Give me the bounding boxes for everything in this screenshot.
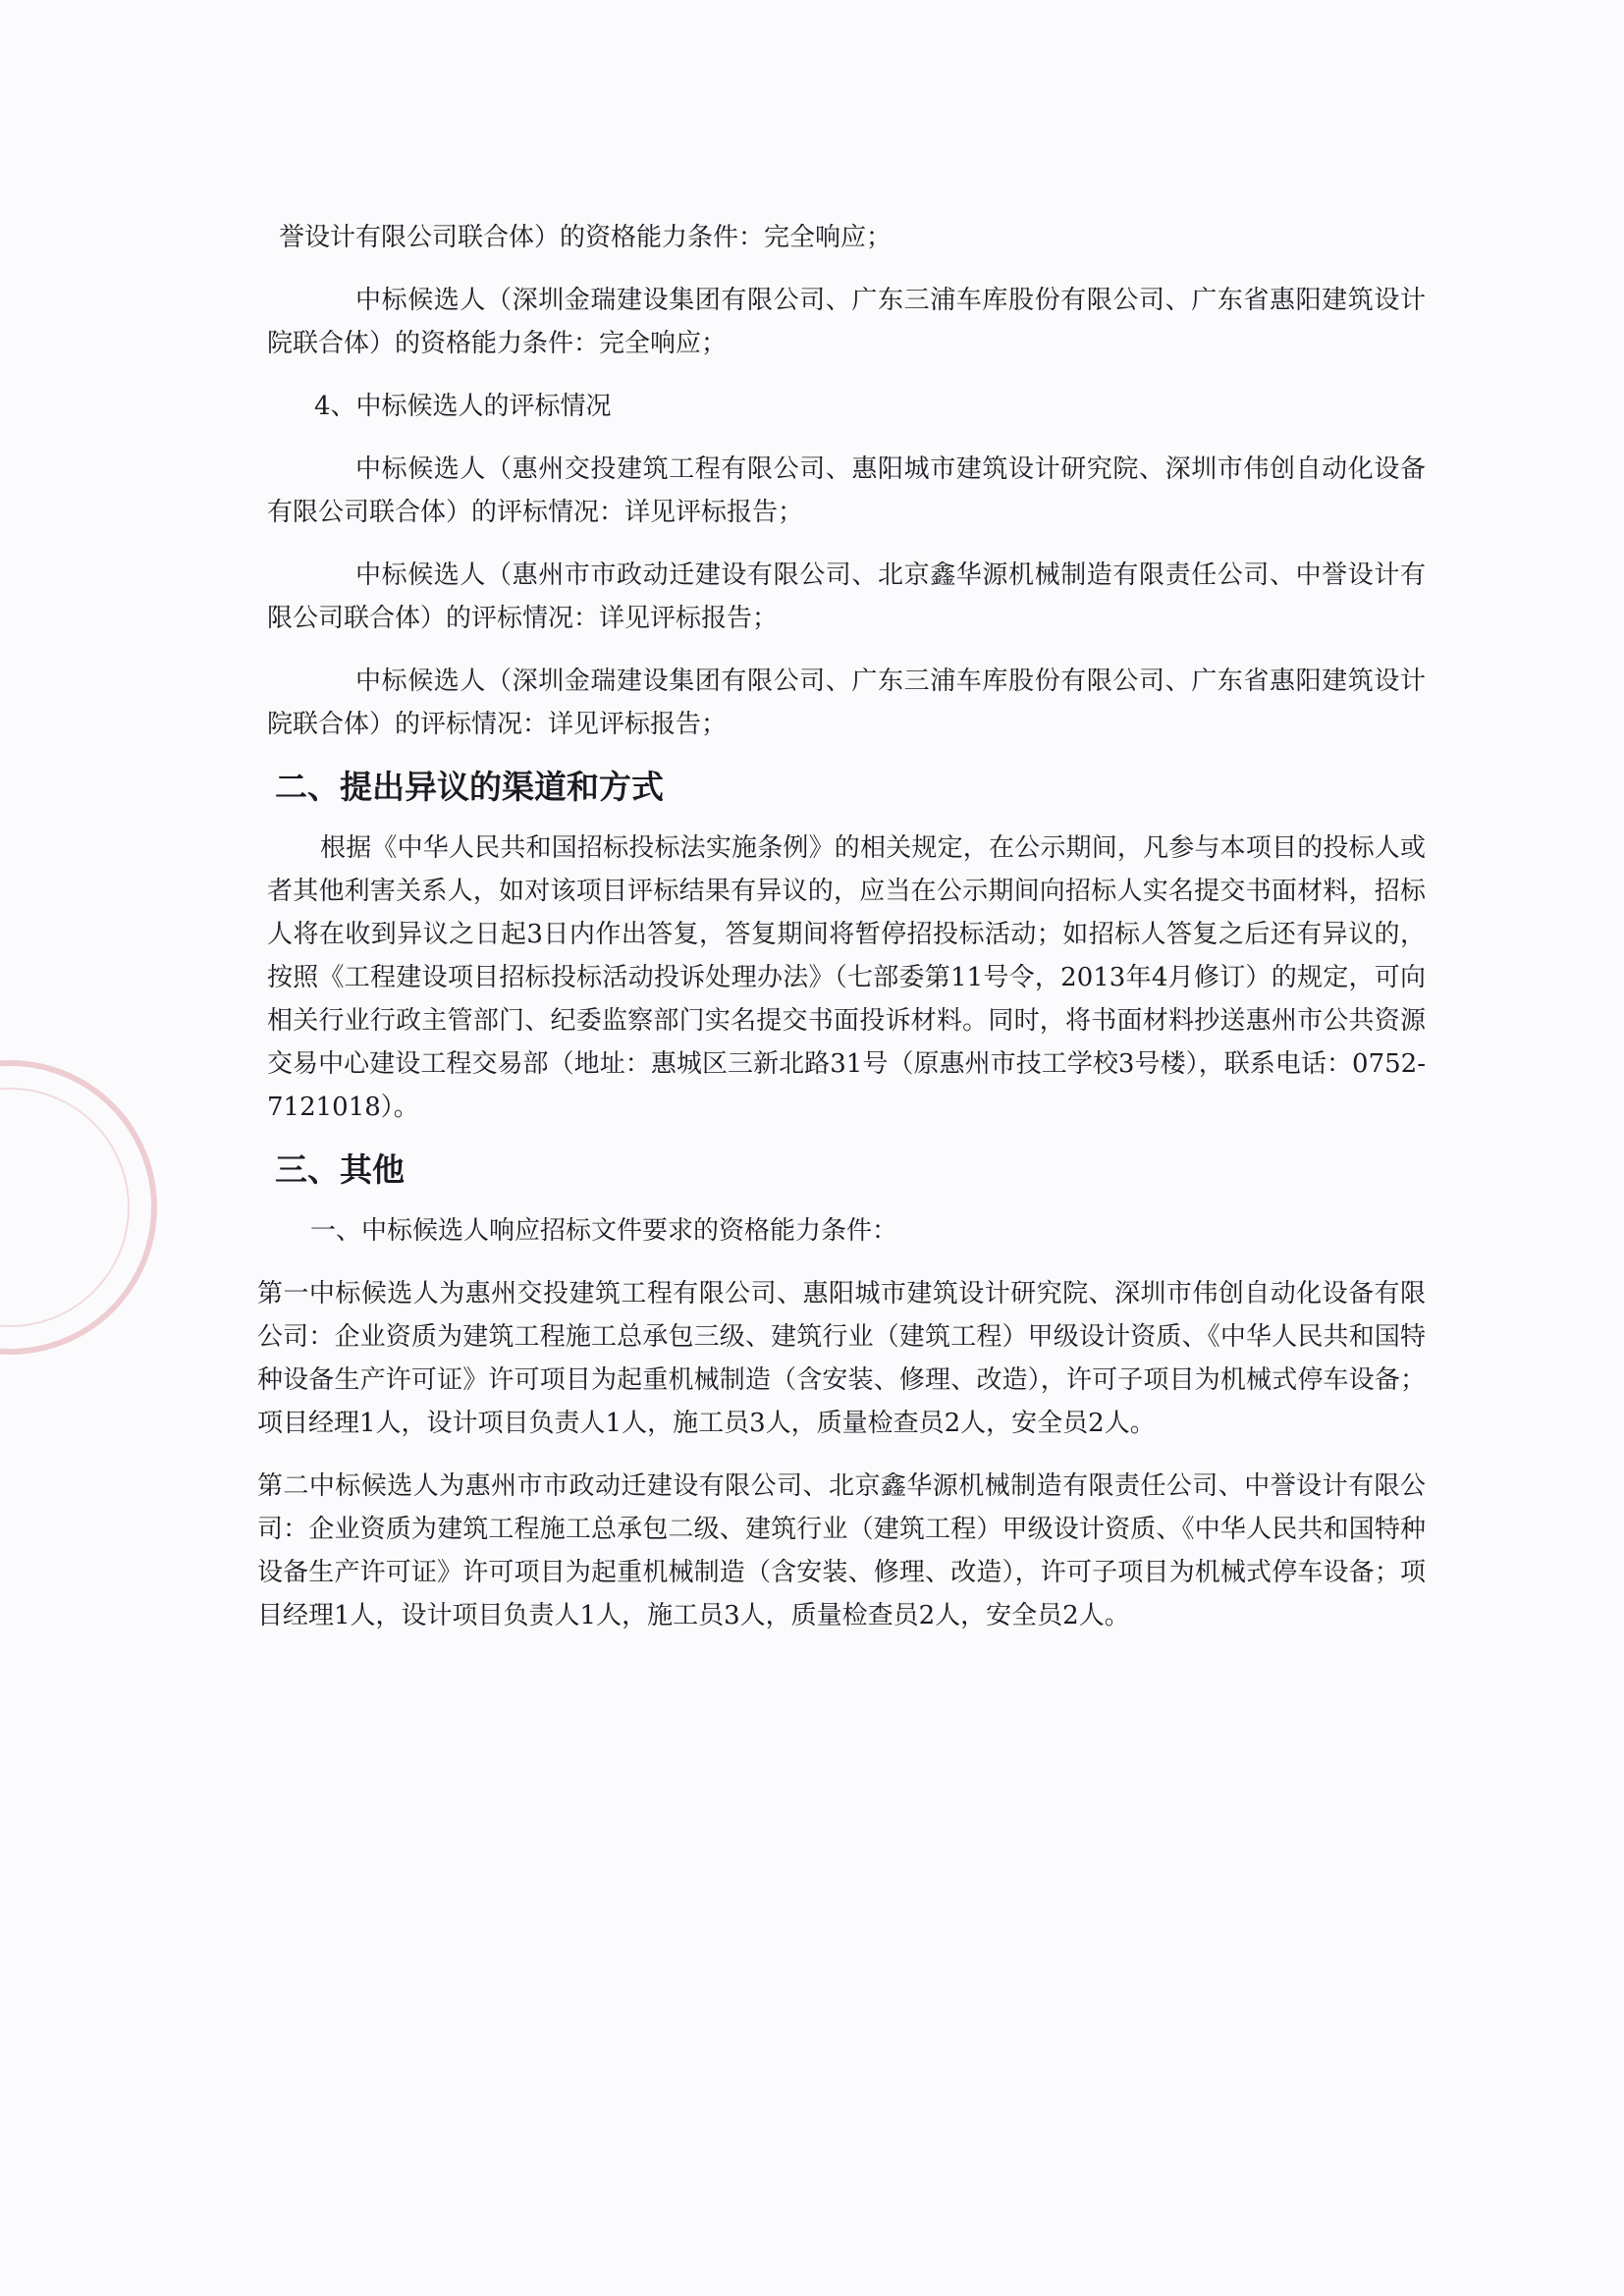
paragraph-second-candidate: 第二中标候选人为惠州市市政动迁建设有限公司、北京鑫华源机械制造有限责任公司、中誉设计有限公司：企业资质为建筑工程施工总承包二级、建筑行业（建筑工程）甲级设计资质、《中华人民共和国特种设备生产许可证》许可项目为起重机械制造（含安装、修理、改造），许可子项目为机械式停车设备；项目经理1人，设计项目负责人1人，施工员3人，质量检查员2人，安全员2人。 bbox=[257, 1471, 1426, 1630]
paragraph-evaluation-third: 中标候选人（深圳金瑞建设集团有限公司、广东三浦车库股份有限公司、广东省惠阳建筑设计院联合体）的评标情况：详见评标报告； bbox=[267, 667, 1426, 739]
paragraph-evaluation-second: 中标候选人（惠州市市政动迁建设有限公司、北京鑫华源机械制造有限责任公司、中誉设计有限公司联合体）的评标情况：详见评标报告； bbox=[267, 561, 1426, 633]
paragraph-other-intro: 一、中标候选人响应招标文件要求的资格能力条件： bbox=[310, 1216, 898, 1246]
paragraph-first-candidate: 第一中标候选人为惠州交投建筑工程有限公司、惠阳城市建筑设计研究院、深圳市伟创自动化设备有限公司：企业资质为建筑工程施工总承包三级、建筑行业（建筑工程）甲级设计资质、《中华人民共和国特种设备生产许可证》许可项目为起重机械制造（含安装、修理、改造），许可子项目为机械式停车设备；项目经理1人，设计项目负责人1人，施工员3人，质量检查员2人，安全员2人。 bbox=[257, 1279, 1426, 1438]
section-heading-objection: 二、提出异议的渠道和方式 bbox=[275, 768, 664, 806]
paragraph-evaluation-first: 中标候选人（惠州交投建筑工程有限公司、惠阳城市建筑设计研究院、深圳市伟创自动化设备有限公司联合体）的评标情况：详见评标报告； bbox=[267, 454, 1426, 527]
paragraph-objection-body: 根据《中华人民共和国招标投标法实施条例》的相关规定，在公示期间，凡参与本项目的投标人或者其他利害关系人，如对该项目评标结果有异议的，应当在公示期间向招标人实名提交书面材料，招标人将在收到异议之日起3日内作出答复，答复期间将暂停招投标活动；如招标人答复之后还有异议的，按照《工程建设项目招标投标活动投诉处理办法》（七部委第11号令，2013年4月修订）的规定，可向相关行业行政主管部门、纪委监察部门实名提交书面投诉材料。同时，将书面材料抄送惠州市公共资源交易中心建设工程交易部（地址：惠城区三新北路31号（原惠州市技工学校3号楼），联系电话：0752-7121018）。 bbox=[267, 833, 1426, 1122]
document-body bbox=[257, 216, 1426, 1657]
paragraph-qualification-second-end: 誉设计有限公司联合体）的资格能力条件：完全响应； bbox=[279, 223, 893, 252]
red-seal-stamp bbox=[0, 1060, 157, 1355]
paragraph-qualification-third: 中标候选人（深圳金瑞建设集团有限公司、广东三浦车库股份有限公司、广东省惠阳建筑设计院联合体）的资格能力条件：完全响应； bbox=[267, 286, 1426, 358]
red-seal-inner-ring bbox=[0, 1088, 130, 1327]
section-other-body bbox=[257, 1209, 1426, 1637]
paragraph-evaluation-heading: 4、中标候选人的评标情况 bbox=[314, 392, 612, 421]
section-heading-other: 三、其他 bbox=[275, 1150, 405, 1189]
